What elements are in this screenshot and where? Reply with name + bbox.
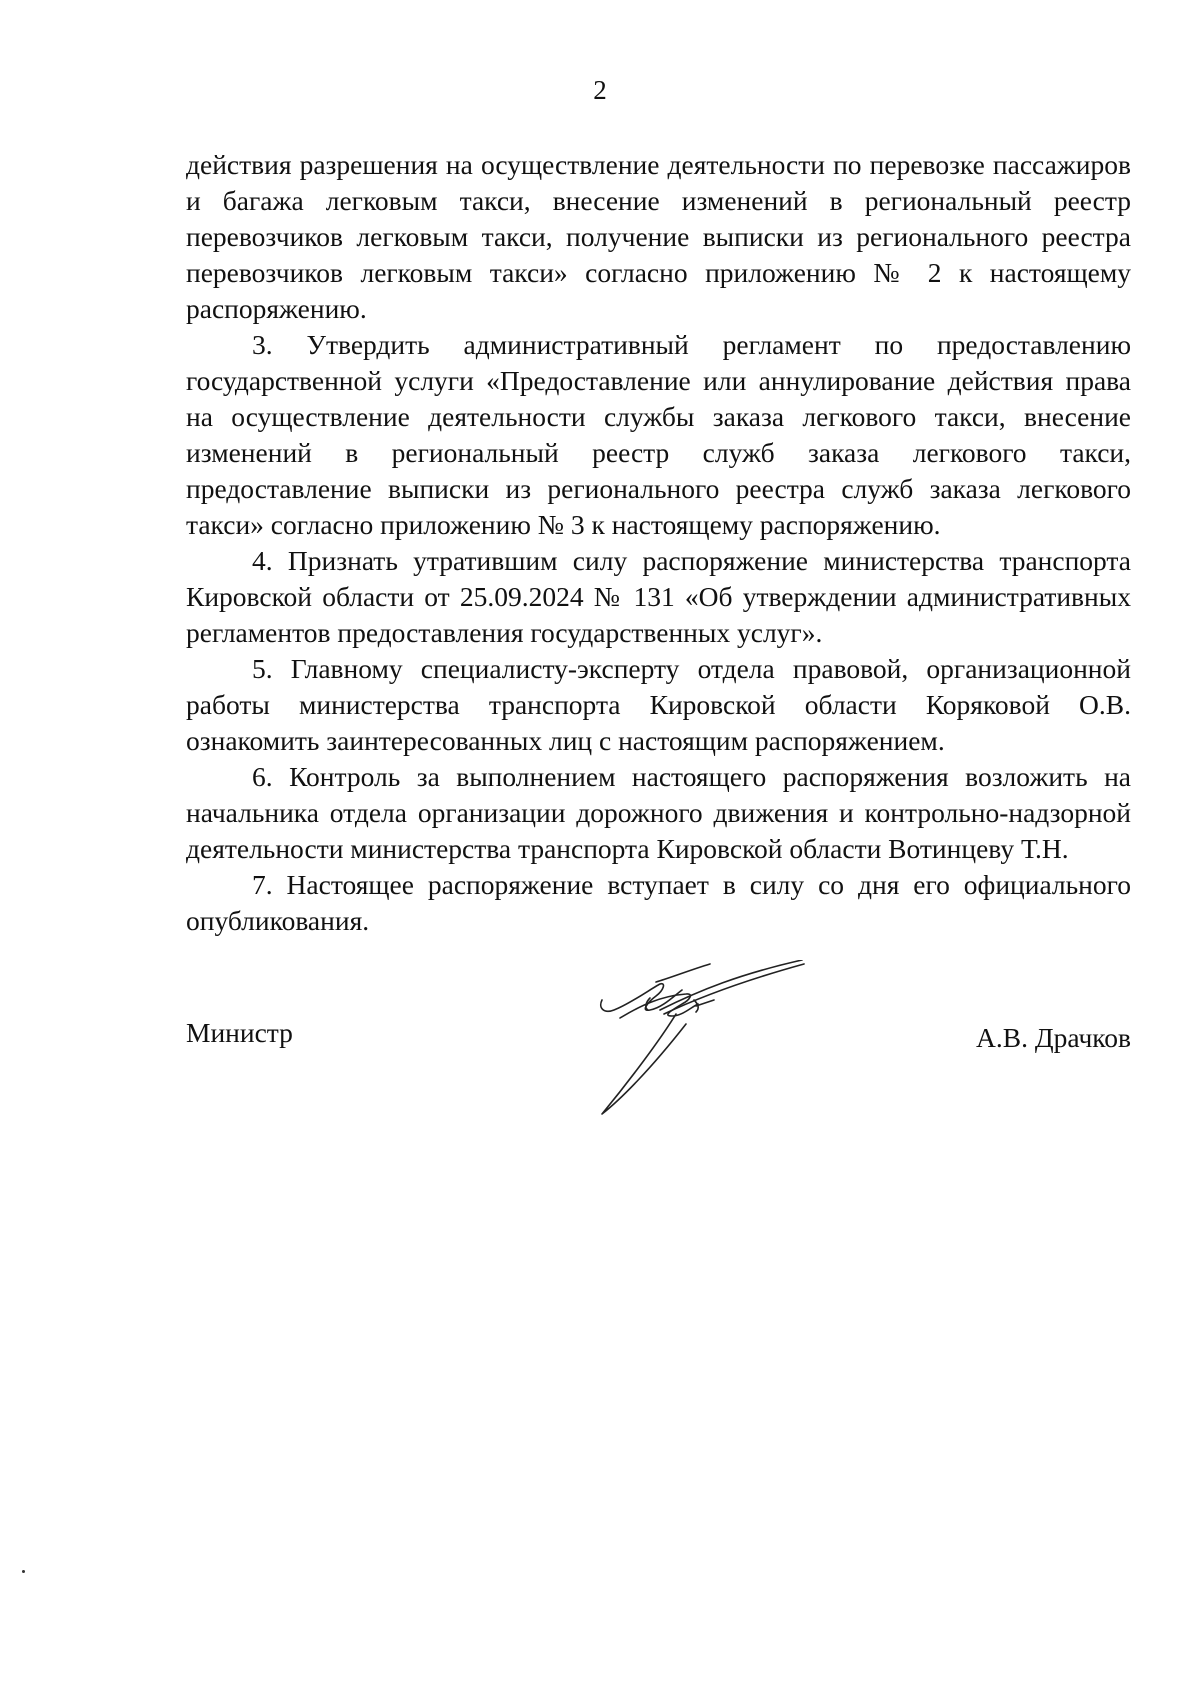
paragraph-item-6: 6. Контроль за выполнением настоящего распоряжения возложить на начальника отдела организации дорожного движения и контрольно-надзорной деятельности министерства транспорта Кировской области Вотинцеву Т.Н. [186,761,1131,864]
paragraph-item-7: 7. Настоящее распоряжение вступает в силу со дня его официального опубликования. [186,869,1131,936]
paragraph-continuation: действия разрешения на осуществление деятельности по перевозке пассажиров и багажа легковым такси, внесение изменений в региональный реестр перевозчиков легковым такси, получение выписки из регионального реестра перевозчиков легковым такси» согласно приложению № 2 к настоящему распоряжению. [186,149,1131,324]
page-number: 2 [593,75,607,105]
scan-artifact-dot [22,1570,25,1573]
paragraph-item-4: 4. Признать утратившим силу распоряжение министерства транспорта Кировской области от 25.09.2024 № 131 «Об утверждении административных регламентов предоставления государственных услуг». [186,545,1131,648]
paragraph-item-3: 3. Утвердить административный регламент по предоставлению государственной услуги «Предоставление или аннулирование действия права на осуществление деятельности службы заказа легкового такси, внесение изменений в региональный реестр служб заказа легкового такси, предоставление выписки из регионального реестра служб заказа легкового такси» согласно приложению № 3 к настоящему распоряжению. [186,329,1131,540]
paragraph-item-5: 5. Главному специалисту-эксперту отдела правовой, организационной работы министерства транспорта Кировской области Коряковой О.В. ознакомить заинтересованных лиц с настоящим распоряжением. [186,653,1131,756]
document-body [186,147,1131,939]
signatory-title: Министр [186,1017,293,1048]
signatory-name: А.В. Драчков [976,1022,1131,1053]
signature-block [186,1015,1131,1055]
